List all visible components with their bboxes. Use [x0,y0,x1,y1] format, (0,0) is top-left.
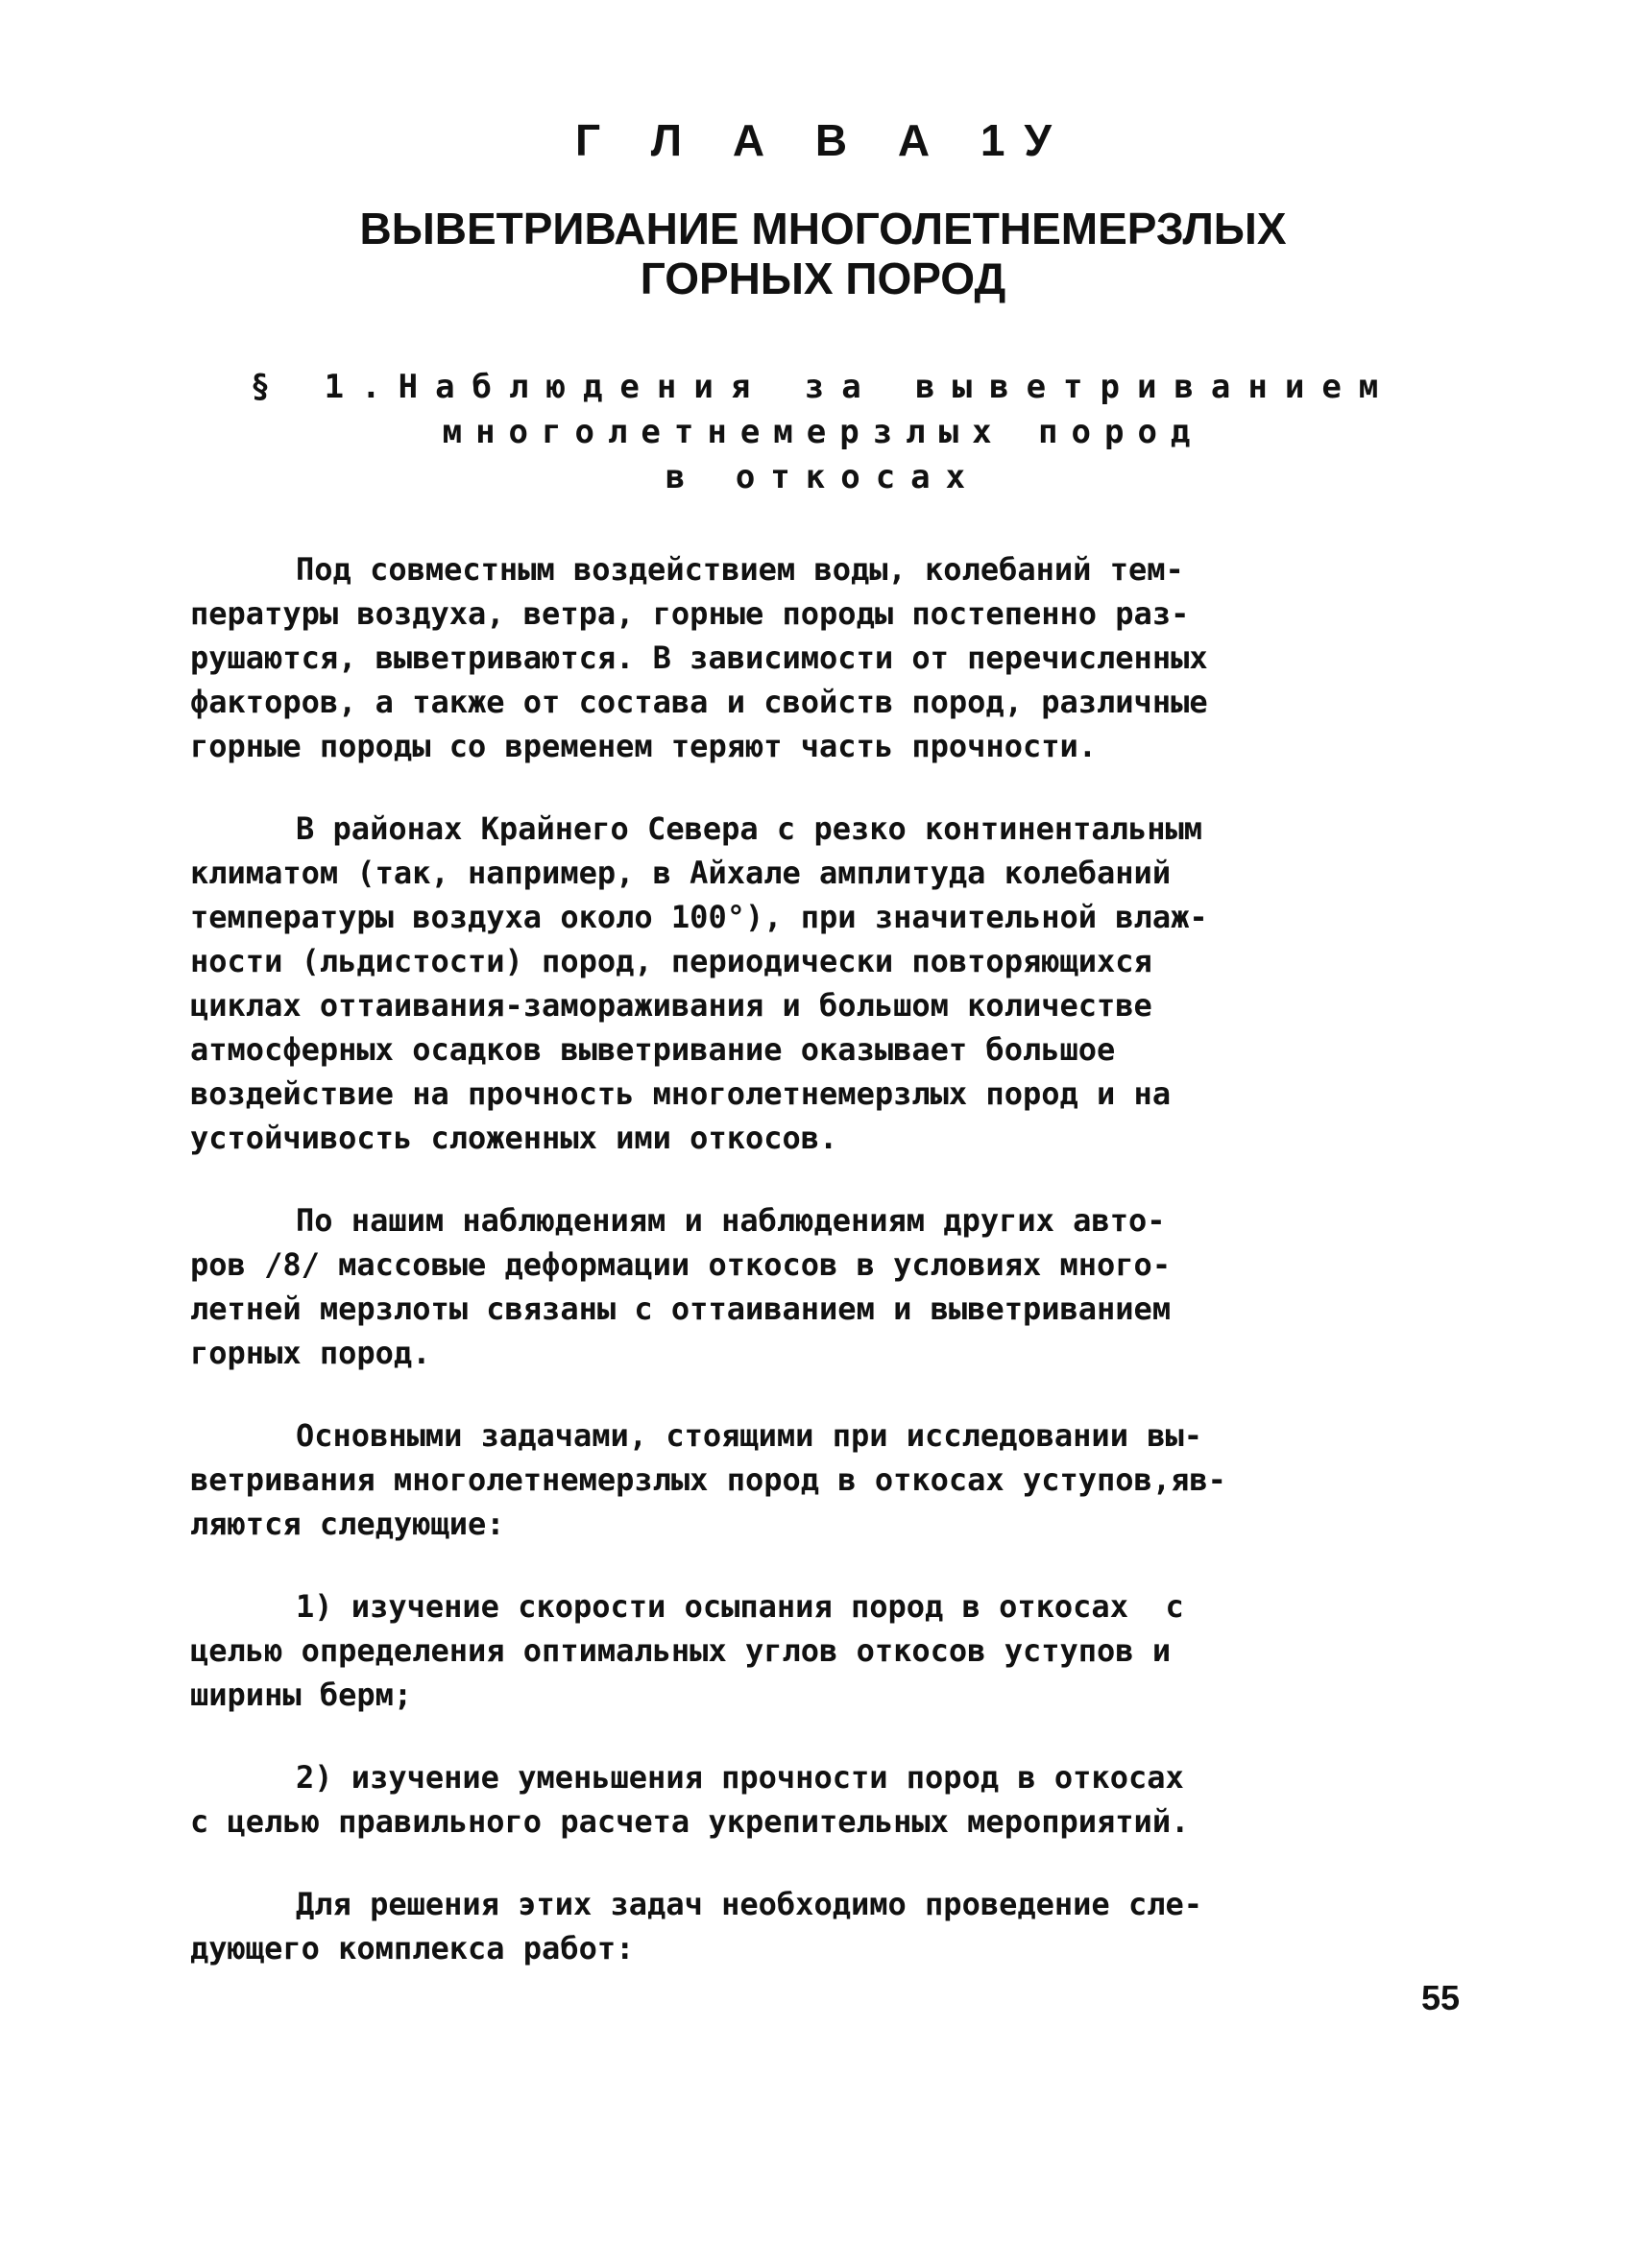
text-line: ветривания многолетнемерзлых пород в откосах уступов,яв- [190,1461,1226,1498]
chapter-title-line-2: ГОРНЫХ ПОРОД [640,253,1006,303]
text-line: атмосферных осадков выветривание оказывает большое [190,1031,1116,1068]
paragraph [190,807,1439,1160]
text-line: климатом (так, например, в Айхале амплитуда колебаний [190,855,1172,891]
text-line: горные породы со временем теряют часть прочности. [190,728,1098,764]
paragraph [190,1413,1439,1546]
text-line: Под совместным воздействием воды, колебаний тем- [296,551,1184,588]
text-line: летней мерзлоты связаны с оттаиванием и выветриванием [190,1291,1172,1327]
text-line: циклах оттаивания-замораживания и большом количестве [190,987,1152,1024]
text-line: Для решения этих задач необходимо проведение сле- [296,1886,1203,1922]
text-line: ширины берм; [190,1677,413,1713]
text-line: рушаются, выветриваются. В зависимости от перечисленных [190,639,1208,676]
chapter-label: Г Л А В А 1У [574,115,1072,165]
section-heading [0,365,1646,500]
paragraph [190,1198,1439,1375]
paragraph [190,1882,1439,1970]
text-line: дующего комплекса работ: [190,1930,635,1966]
section-heading-line-2: многолетнемерзлых пород [442,413,1204,451]
text-line: с целью правильного расчета укрепительных мероприятий. [190,1803,1190,1840]
text-line: В районах Крайнего Севера с резко континентальным [296,810,1203,847]
text-line: устойчивость сложенных ими откосов. [190,1120,838,1156]
body-text [190,547,1439,2009]
text-line: пературы воздуха, ветра, горные породы постепенно раз- [190,595,1190,632]
text-line: целью определения оптимальных углов откосов уступов и [190,1632,1172,1669]
text-line: 1) изучение скорости осыпания пород в откосах с [296,1588,1184,1625]
text-line: ров /8/ массовые деформации откосов в условиях много- [190,1246,1172,1283]
text-line: факторов, а также от состава и свойств пород, различные [190,684,1208,720]
chapter-title [0,204,1646,303]
page-number: 55 [1420,1978,1460,2017]
text-line: воздействие на прочность многолетнемерзлых пород и на [190,1075,1172,1112]
text-line: ляются следующие: [190,1506,505,1542]
text-line: ности (льдистости) пород, периодически повторяющихся [190,943,1152,979]
section-heading-line-3: в откосах [665,458,981,496]
list-item [190,1584,1439,1717]
list-item [190,1755,1439,1844]
text-line: 2) изучение уменьшения прочности пород в откосах [296,1759,1184,1796]
chapter-title-line-1: ВЫВЕТРИВАНИЕ МНОГОЛЕТНЕМЕРЗЛЫХ [359,204,1287,253]
paragraph [190,547,1439,768]
text-line: температуры воздуха около 100°), при значительной влаж- [190,899,1208,935]
section-heading-line-1: § 1.Наблюдения за выветриванием [250,368,1396,406]
text-line: Основными задачами, стоящими при исследовании вы- [296,1417,1203,1454]
text-line: горных пород. [190,1335,431,1371]
text-line: По нашим наблюдениям и наблюдениям других авто- [296,1202,1166,1239]
